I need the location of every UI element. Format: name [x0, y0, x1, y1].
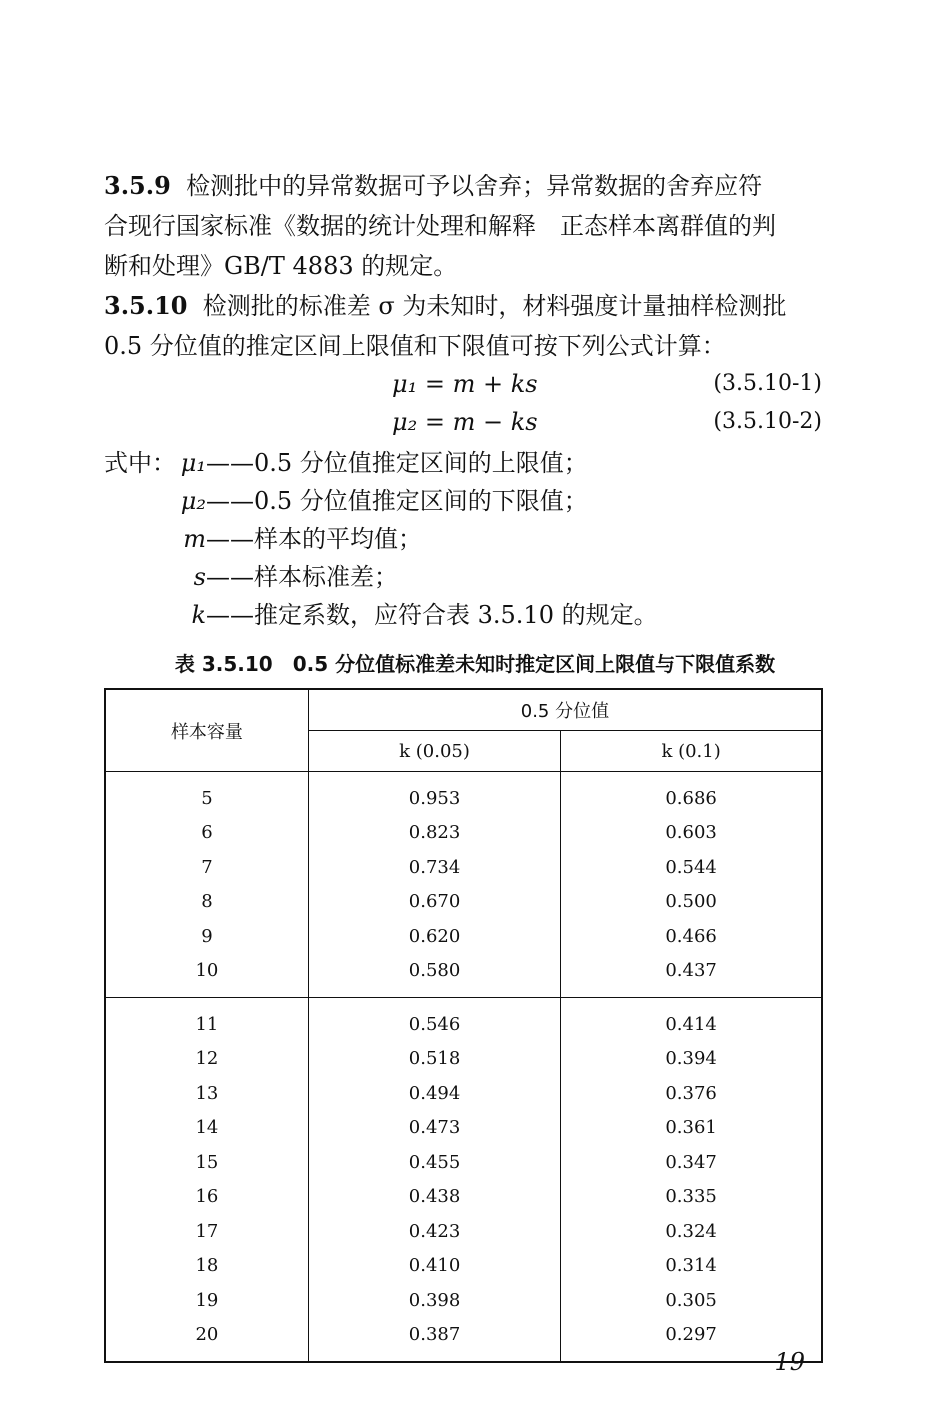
cell-sample-size: 11: [105, 998, 308, 1042]
cell-k-01: 0.603: [561, 816, 822, 851]
table-row: [105, 816, 822, 851]
cell-k-005: 0.438: [308, 1180, 560, 1215]
equation-tag: (3.5.10-2): [713, 409, 822, 434]
table-row: [105, 954, 822, 998]
clause-3-5-9-line-3: 断和处理》GB/T 4883 的规定。: [104, 252, 458, 280]
clause-3-5-10-line-1: 3.5.10 检测批的标准差 σ 为未知时，材料强度计量抽样检测批: [104, 291, 787, 320]
table-row: [105, 772, 822, 816]
cell-k-01: 0.500: [561, 885, 822, 920]
clause-3-5-9-line-2: 合现行国家标准《数据的统计处理和解释 正态样本离群值的判: [104, 212, 776, 240]
cell-k-005: 0.823: [308, 816, 560, 851]
header-k-01: k (0.1): [561, 731, 822, 772]
definition-row: 式中： μ₁——0.5 分位值推定区间的上限值；: [104, 449, 588, 477]
equation-rhs: = m + ks: [424, 370, 538, 398]
cell-k-01: 0.347: [561, 1145, 822, 1180]
cell-k-005: 0.387: [308, 1318, 560, 1363]
table-row: [105, 1111, 822, 1146]
table-row: [105, 1283, 822, 1318]
cell-sample-size: 12: [105, 1042, 308, 1077]
cell-sample-size: 6: [105, 816, 308, 851]
table-row: [105, 1318, 822, 1363]
cell-k-01: 0.376: [561, 1076, 822, 1111]
page-number: 19: [774, 1348, 805, 1376]
clause-3-5-10-line-2: 0.5 分位值的推定区间上限值和下限值可按下列公式计算：: [104, 332, 726, 360]
cell-sample-size: 9: [105, 919, 308, 954]
table-row: [105, 1076, 822, 1111]
cell-k-005: 0.494: [308, 1076, 560, 1111]
definitions-lead: 式中：: [104, 449, 176, 477]
cell-k-005: 0.398: [308, 1283, 560, 1318]
table-row: [105, 1180, 822, 1215]
cell-sample-size: 13: [105, 1076, 308, 1111]
cell-k-01: 0.437: [561, 954, 822, 998]
cell-k-01: 0.394: [561, 1042, 822, 1077]
table-row: [105, 1042, 822, 1077]
cell-k-005: 0.580: [308, 954, 560, 998]
definition-row: m——样本的平均值；: [183, 525, 422, 553]
cell-k-005: 0.410: [308, 1249, 560, 1284]
equation-lhs: μ₂: [392, 408, 418, 436]
cell-k-01: 0.314: [561, 1249, 822, 1284]
cell-sample-size: 20: [105, 1318, 308, 1363]
definition-row: μ₂——0.5 分位值推定区间的下限值；: [180, 487, 588, 515]
cell-k-005: 0.670: [308, 885, 560, 920]
cell-k-01: 0.361: [561, 1111, 822, 1146]
clause-number: 3.5.10: [104, 291, 188, 320]
table-row: [105, 850, 822, 885]
cell-sample-size: 8: [105, 885, 308, 920]
cell-k-01: 0.466: [561, 919, 822, 954]
definition-row: s——样本标准差；: [193, 563, 398, 591]
table-row: [105, 885, 822, 920]
equation-tag: (3.5.10-1): [713, 371, 822, 396]
header-quantile-group: 0.5 分位值: [308, 689, 822, 731]
cell-k-005: 0.953: [308, 772, 560, 816]
table-body: [105, 772, 822, 1363]
cell-k-01: 0.414: [561, 998, 822, 1042]
table-row: [105, 1214, 822, 1249]
cell-k-01: 0.297: [561, 1318, 822, 1363]
table-row: [105, 998, 822, 1042]
cell-k-01: 0.686: [561, 772, 822, 816]
table-caption: 表 3.5.10 0.5 分位值标准差未知时推定区间上限值与下限值系数: [174, 652, 776, 676]
clause-3-5-9-line-1: 3.5.9 检测批中的异常数据可予以舍弃；异常数据的舍弃应符: [104, 171, 763, 200]
cell-sample-size: 10: [105, 954, 308, 998]
header-k-005: k (0.05): [308, 731, 560, 772]
cell-k-01: 0.544: [561, 850, 822, 885]
cell-k-005: 0.518: [308, 1042, 560, 1077]
cell-k-005: 0.455: [308, 1145, 560, 1180]
clause-number: 3.5.9: [104, 171, 171, 200]
table-row: [105, 1249, 822, 1284]
cell-k-01: 0.335: [561, 1180, 822, 1215]
cell-k-01: 0.324: [561, 1214, 822, 1249]
cell-k-005: 0.423: [308, 1214, 560, 1249]
equation-lhs: μ₁: [392, 370, 418, 398]
coefficient-table: [104, 688, 823, 1363]
table-row: [105, 919, 822, 954]
cell-k-005: 0.620: [308, 919, 560, 954]
table-row: [105, 1145, 822, 1180]
cell-sample-size: 15: [105, 1145, 308, 1180]
header-sample-size: 样本容量: [105, 689, 308, 772]
cell-sample-size: 17: [105, 1214, 308, 1249]
cell-sample-size: 19: [105, 1283, 308, 1318]
cell-sample-size: 14: [105, 1111, 308, 1146]
cell-k-005: 0.734: [308, 850, 560, 885]
cell-sample-size: 5: [105, 772, 308, 816]
equation-rhs: = m − ks: [424, 408, 538, 436]
cell-sample-size: 18: [105, 1249, 308, 1284]
cell-k-01: 0.305: [561, 1283, 822, 1318]
cell-sample-size: 16: [105, 1180, 308, 1215]
cell-sample-size: 7: [105, 850, 308, 885]
cell-k-005: 0.546: [308, 998, 560, 1042]
cell-k-005: 0.473: [308, 1111, 560, 1146]
definition-row: k——推定系数，应符合表 3.5.10 的规定。: [191, 601, 658, 629]
